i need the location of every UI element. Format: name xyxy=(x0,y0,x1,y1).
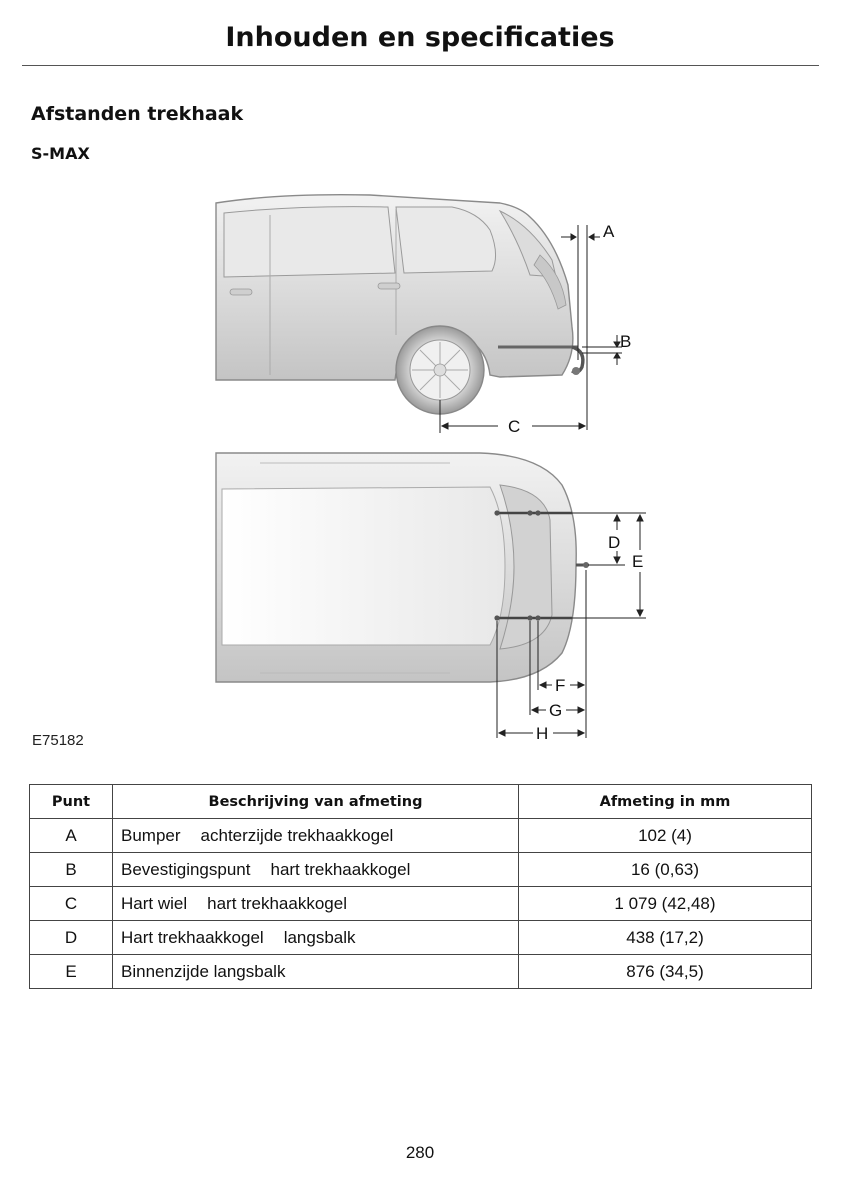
description-from: Bevestigingspunt xyxy=(121,859,251,879)
row-description xyxy=(113,819,519,853)
label-c: C xyxy=(508,417,521,436)
page-number: 280 xyxy=(405,1143,435,1162)
row-description xyxy=(113,955,519,989)
side-view-car xyxy=(216,195,583,414)
figure-code: E75182 xyxy=(32,732,84,749)
title-divider xyxy=(22,65,819,66)
section-title: Afstanden trekhaak xyxy=(31,103,244,125)
label-h: H xyxy=(536,724,549,743)
description-from: Bumper xyxy=(121,825,181,845)
dimension-table xyxy=(29,784,812,989)
row-punt: C xyxy=(30,887,113,921)
description-to: achterzijde trekhaakkogel xyxy=(200,825,394,845)
description-from: Hart trekhaakkogel xyxy=(121,927,264,947)
header-punt: Punt xyxy=(30,785,113,819)
model-label: S-MAX xyxy=(31,144,90,163)
label-d: D xyxy=(608,533,621,552)
table-row xyxy=(30,921,812,955)
description-to: langsbalk xyxy=(283,927,356,947)
table-row xyxy=(30,819,812,853)
label-g: G xyxy=(549,701,563,720)
label-a: A xyxy=(603,222,615,241)
row-description xyxy=(113,887,519,921)
row-value: 1 079 (42,48) xyxy=(519,887,812,921)
tow-bar-diagram xyxy=(200,185,660,750)
header-description: Beschrijving van afmeting xyxy=(113,785,519,819)
label-e: E xyxy=(632,552,644,571)
description-from: Hart wiel xyxy=(121,893,188,913)
row-punt: B xyxy=(30,853,113,887)
table-row xyxy=(30,887,812,921)
table-row xyxy=(30,955,812,989)
description-to: hart trekhaakkogel xyxy=(270,859,411,879)
description-to: hart trekhaakkogel xyxy=(207,893,347,913)
description-from: Binnenzijde langsbalk xyxy=(121,961,286,981)
row-description xyxy=(113,853,519,887)
row-value: 16 (0,63) xyxy=(519,853,812,887)
top-view-car xyxy=(216,453,589,682)
row-punt: A xyxy=(30,819,113,853)
table-row xyxy=(30,853,812,887)
row-value: 876 (34,5) xyxy=(519,955,812,989)
header-measurement: Afmeting in mm xyxy=(519,785,812,819)
label-f: F xyxy=(555,676,566,695)
row-description xyxy=(113,921,519,955)
label-b: B xyxy=(620,332,632,351)
row-value: 102 (4) xyxy=(519,819,812,853)
row-punt: E xyxy=(30,955,113,989)
page-title: Inhouden en specificaties xyxy=(225,22,615,53)
row-punt: D xyxy=(30,921,113,955)
row-value: 438 (17,2) xyxy=(519,921,812,955)
table-header-row xyxy=(30,785,812,819)
